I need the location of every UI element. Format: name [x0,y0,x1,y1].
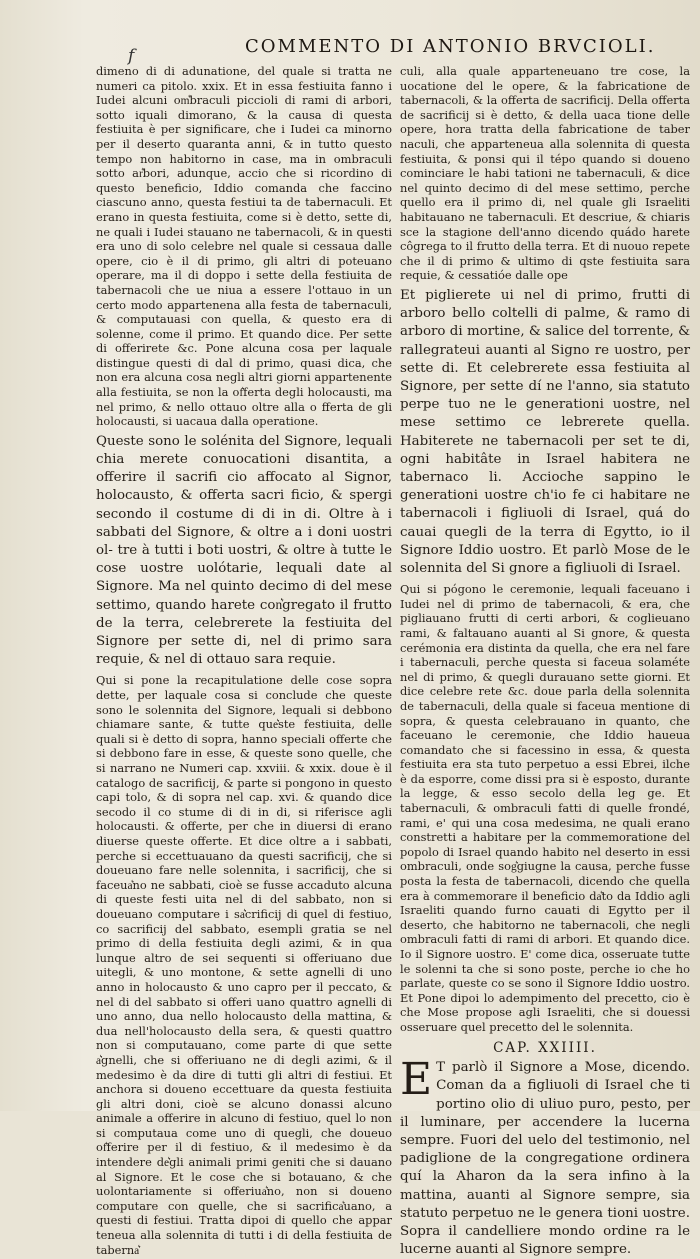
running-title: COMMENTO DI ANTONIO BRVCIOLI. [245,36,656,57]
left-column [96,64,392,1257]
commentary-paragraph: Qui si pone la recapitulatione delle cose sopra dette, per laquale cosa si conclude che queste sono le solennita del Signore, lequali si debbono chiamare sante, & tutte que͛ste festiuita, delle quali si è detto di sopra, hanno speciali offerte che si debbono fare in esse, & queste sono quelle, che si narrano ne Numeri cap. xxviii. & xxix. doue è il catalogo de sacrificij, & parte si pongono in questo capi tolo, & di sopra nel cap. xvi. & quando dice secodo il co stume di di in di, si riferisce agli holocausti. & offerte, per che in diuersi di erano diuerse queste offerte. Et dice oltre a i sabbati, perche si eccettuauano da questi sacrificij, che si doueuano fare nelle solennita, i sacrificij, che si faceua͛no ne sabbati, cioè se fusse accaduto alcuna di queste festi uita nel di del sabbato, non si doueuano computare i sa͛crificij di quel di festiuo, co sacrificij del sabbato, esempli gratia se nel primo di della festiuita degli azimi, & in qua lunque altro de sei sequenti si offeriuano due uitegli, & uno montone, & sette agnelli di uno anno in holocausto & uno capro per il peccato, & nel di del sabbato si offeri uano quattro agnelli di uno anno, dua nello holocausto della mattina, & dua nell'holocausto della sera, & questi quattro non si computauano, come parte di que sette a͛gnelli, che si offeriuano ne di degli azimi, & il medesimo è da dire di tutti gli altri di festiui. Et anchora si doueno eccettuare da questa festiuita gli altri doni, cioè se alcuno donassi alcuno animale a offerire in alcuno di festiuo, quel lo non si computaua come uno di quegli, che doueuo of͛ferire per il di festiuo, & il medesimo è da intendere de͛gli animali primi geniti che si dauano al Signore. Et le cose che si botauano, & che uolontariamente si offeriua͛no, non si doueno computare con quelle, che si sacrifica͛uano, a questi di festiui. Tratta dipoi di quello che appar teneua alla solennita di tutti i di della festiuita de taberna͛ [96,673,392,1257]
drop-initial: E [400,1054,433,1106]
scripture-text: T parlò il Signore a Mose, dicendo. Coman da a figliuoli di Israel che ti portino olio di uliuo puro, pesto, per il luminare, per accendere la lucerna sempre. Fuori del uelo del testimonio, nel padiglione de la congregatione ordinera quí la Aharon da la sera infino à la mattina, auanti al Signore sempre, sia statuto perpetuo ne le genera tioni uostre. Sopra il candelliere mondo ordine ra le lucerne auanti al Signore sempre. [400,1060,690,1258]
commentary-paragraph: Qui si pógono le ceremonie, lequali faceuano i Iudei nel di primo de tabernacoli, & era, che pigliauano frutti di certi arbori, & coglieuano rami, & faltauano auanti al Si gnore, & questa cerémonia era distinta da quella, che era nel fare i tabernaculi, perche questa si faceua solaméte nel di primo, & quegli durauano sette giorni. Et dice celebre rete &c. doue parla della solennita de tabernaculi, della quale si faceua mentione di sopra, & questa celebrauano in quanto, che faceuano le ceremonie, che Iddio haueua comandato che si facessino in essa, & questa festiuita era sta tuto perpetuo a essi Ebrei, ilche è da esporre, come dissi pra si è esposto, durante la legge, & esso secolo della leg ge. Et tabernaculi, & ombraculi fatti di quelle frondé, rami, e' qui una cosa medesima, ne quali erano constretti a habitare per la commemoratione del popolo di Israel quando habito nel deserto in essi ombraculi, onde sog͛giugne la causa, perche fusse posta la festa de tabernacoli, dicendo che quella era à commemorare il beneficio da͛to da Iddio agli Israeliti quando furno cauati di Egytto per il deserto, che habitorno ne tabernacoli, che negli ombraculi fatti di rami di arbori. Et quando dice. Io il Signore uostro. E' come dica, osseruate tutte le solenni ta che si sono poste, perche io che ho parlate, queste co se sono il Signore Iddio uostro. Et Pone dipoi lo adempimento del precetto, cio è che Mose propose agli Israeliti, che si douessi osseruare quel precetto del le solennita. [400,582,690,1034]
scripture-paragraph: Queste sono le solénita del Signore, lequali chia merete conuocationi disantita, a offerire il sacrifi cio affocato al Signor, holocausto, & offerta sacri ficio, & spergi secondo il costume di di in di. Oltre à i sabbati del Signore, & oltre a i doni uostri ol- tre à tutti i boti uostri, & oltre à tutte le cose uostre uolótarie, lequali date al Signore. Ma nel quinto decimo di del mese settimo, quando harete con͛gregato il frutto de la terra, celebrerete la festiuita del Signore per sette di, nel di primo sara requie, & nel di ottauo sara requie. [96,433,392,668]
scripture-paragraph: Et piglierete ui nel di primo, frutti di arboro bello coltelli di palme, & ramo di arboro di mortine, & salice del torrente, & rallegrateui auanti al Signo re uostro, per sette di. Et celebrerete essa festiuita al Signore, per sette dí ne l'anno, sia statuto perpe tuo ne le generationi uostre, nel mese settimo ce lebrerete quella. Habiterete ne tabernacoli per set te di, ogni habitâte in Israel habitera ne tabernaco li. Accioche sappino le generationi uostre ch'io fe ci habitare ne tabernacoli i figliuoli di Israel, quá do cauai quegli de la terra di Egytto, io il Signore Iddio uostro. Et parlò Mose de le solennita del Si gnore a figliuoli di Israel. [400,287,690,576]
scripture-paragraph [400,1054,690,1259]
folio-number: f [128,46,135,66]
commentary-paragraph: culi, alla quale apparteneuano tre cose, la uocatione del le opere, & la fabricatione de tabernacoli, & la offerta de sacrificij. Della offerta de sacrificij si è detto, & della uaca tione delle opere, hora tratta della fabricatione de taber naculi, che apparteneua alla solennita di questa festiuita, & ponsi qui il tépo quando si doueno cominciare le habi tationi ne tabernaculi, & dice nel quinto decimo di del mese settimo, perche quello era il primo di, nel quale gli Israeliti habitauano ne tabernaculi. Et descriue, & chiaris sce la stagione dell'anno dicendo quádo harete côgrega to il frutto della terra. Et di nuouo repete che il di primo & ultimo di qste festiuita sara requie, & cessatióe dalle ope [400,64,690,283]
chapter-heading: CAP. XXIIII. [493,1039,597,1056]
commentary-paragraph: dimeno di di adunatione, del quale si tratta ne numeri ca pitolo. xxix. Et in essa festiuita fanno i Iudei alcuni om͛braculi piccioli di rami di arbori, sotto iquali dimorano, & la causa di questa festiuita è per significare, che i Iudei ca minorno per il deserto quaranta anni, & in tutto questo tempo non habitorno in case, ma in ombraculi sotto ar͛bori, adunque, accio che si ricordino di questo beneficio, Iddio comanda che faccino ciascuno anno, questa festiui ta de tabernaculi. Et erano in questa festiuita, come si è detto, sette di, ne quali i Iudei stauano ne tabernacoli, & in questi era uno di solo celebre nel quale si cessaua dalle opere, cio è il di primo, gli altri di poteuano operare, ma il di doppo i sette della festiuita de tabernacoli che ue niua a essere l'ottauo in un certo modo appartenena alla festa de tabernaculi, & computauasi con quella, & questo era di solenne, come il primo. Et quando dice. Per sette di offerirete &c. Pone alcuna cosa per laquale distingue questi di dal di primo, quasi dica, che non era alcuna cosa negli altri giorni appartenente alla festiuita, se non la of͛ferta degli holocausti, ma nel primo, & nello ottauo oltre alla o fferta de gli holocausti, si uacaua dalla operatione. [96,64,392,429]
right-column [400,64,690,1258]
